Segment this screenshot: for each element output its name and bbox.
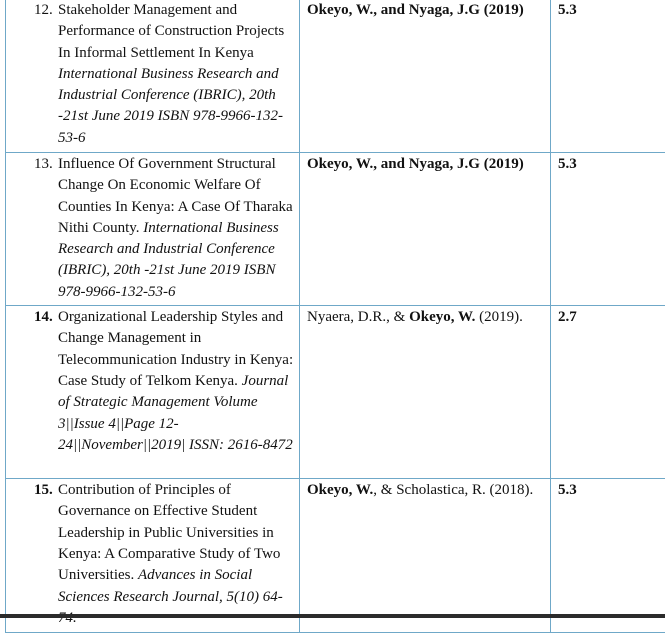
row-number: 14. [34, 307, 53, 328]
publication-title: Contribution of Principles of Governance on Effective Student Leadership in Public Universities in Kenya: A Comparative Study of Two Universities. [58, 482, 280, 583]
bottom-edge-bar [0, 614, 665, 618]
table-row [6, 153, 665, 306]
authors-cell [300, 0, 551, 153]
authors-bold: Okeyo, W., and Nyaga, J.G (2019) [307, 156, 524, 172]
publication-title-cell [6, 306, 300, 479]
publication-title-cell [6, 153, 300, 306]
table-row [6, 0, 665, 153]
publication-title-cell [6, 0, 300, 153]
table-row [6, 306, 665, 479]
score-cell [551, 479, 665, 633]
authors-prefix: Nyaera, D.R., & [307, 309, 409, 325]
authors-bold: Okeyo, W., and Nyaga, J.G (2019) [307, 2, 524, 18]
table-row [6, 479, 665, 633]
publication-title: Organizational Leadership Styles and Change Management in Telecommunication Industry in Kenya: Case Study of Telkom Kenya. [58, 309, 293, 389]
publications-table [5, 0, 665, 633]
score-value: 5.3 [558, 156, 577, 172]
score-value: 5.3 [558, 482, 577, 498]
publication-title: Influence Of Government Structural Change On Economic Welfare Of Counties In Kenya: A Case Of Tharaka Nithi County. [58, 156, 293, 236]
score-value: 5.3 [558, 2, 577, 18]
publication-venue: International Business Research and Industrial Conference (IBRIC), 20th -21st June 2019 ISBN 978-9966-132-53-6 [58, 66, 283, 146]
authors-cell [300, 306, 551, 479]
authors-bold: Okeyo, W. [409, 309, 475, 325]
publication-title: Stakeholder Management and Performance of Construction Projects In Informal Settlement In Kenya [58, 2, 284, 61]
authors-cell [300, 153, 551, 306]
authors-suffix: , & Scholastica, R. (2018). [373, 482, 533, 498]
score-cell [551, 306, 665, 479]
publication-venue: Advances in Social Sciences Research Journal, 5(10) 64- [58, 567, 283, 626]
authors-suffix: (2019). [475, 309, 523, 325]
row-number: 13. [34, 154, 53, 175]
publication-title-cell [6, 479, 300, 633]
score-value: 2.7 [558, 309, 577, 325]
publication-venue: Journal of Strategic Management Volume 3||Issue 4||Page 12- 24||November||2019| ISSN: 2616-8472 [58, 373, 293, 453]
score-cell [551, 153, 665, 306]
score-cell [551, 0, 665, 153]
row-number: 12. [34, 0, 53, 21]
row-number: 15. [34, 480, 53, 501]
publication-venue: International Business Research and Industrial Conference (IBRIC), 20th -21st June 2019 ISBN 978-9966-132-53-6 [58, 220, 279, 300]
authors-bold: Okeyo, W. [307, 482, 373, 498]
authors-cell [300, 479, 551, 633]
